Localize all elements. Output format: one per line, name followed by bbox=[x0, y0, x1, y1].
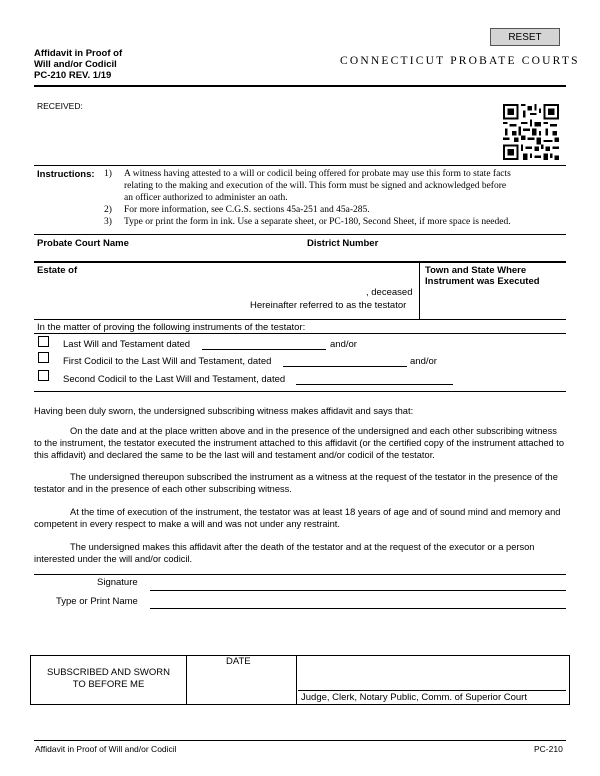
footer-form-name: Affidavit in Proof of Will and/or Codicil bbox=[35, 744, 177, 754]
form-title-line: Will and/or Codicil bbox=[34, 59, 117, 70]
instruction-number: 1) bbox=[104, 169, 112, 179]
section-divider bbox=[34, 234, 566, 235]
first-codicil-suffix: and/or bbox=[410, 356, 437, 367]
paragraph-text: On the date and at the place written above and in the presence of the undersigned and each other subscribing witness to the instrument, the testator executed the instrument attached to this affidavit (or the certified copy of the instrument attached to this affidavit) and declared the same to be the last will and testament and/or codicil of the testator. bbox=[34, 426, 565, 460]
official-label: Judge, Clerk, Notary Public, Comm. of Superior Court bbox=[301, 692, 527, 703]
reset-button[interactable]: RESET bbox=[490, 28, 560, 46]
subscribed-line: TO BEFORE ME bbox=[72, 679, 145, 690]
received-label: RECEIVED: bbox=[37, 101, 83, 111]
jurat-divider bbox=[186, 655, 187, 704]
header-divider bbox=[34, 85, 566, 87]
form-title bbox=[34, 48, 122, 81]
first-codicil-date-field[interactable] bbox=[283, 366, 407, 367]
section-divider bbox=[34, 333, 566, 334]
date-label: DATE bbox=[226, 656, 251, 667]
will-date-field[interactable] bbox=[202, 349, 326, 350]
paragraph-text: The undersigned thereupon subscribed the instrument as a witness at the request of the testator in the presence of the testator and in the presence of each other subscribing witness. bbox=[34, 472, 558, 494]
matter-label: In the matter of proving the following instruments of the testator: bbox=[37, 322, 306, 333]
instruction-line: A witness having attested to a will or codicil being offered for probate may use this form to state facts bbox=[124, 169, 511, 179]
paragraph-text: The undersigned makes this affidavit after the death of the testator and at the request of the executor or a person interested under the will and/or codicil. bbox=[34, 542, 535, 564]
section-divider bbox=[34, 261, 566, 263]
town-state-label: Town and State Where Instrument was Executed bbox=[425, 265, 540, 287]
first-codicil-checkbox[interactable] bbox=[38, 352, 49, 363]
form-number: PC-210 REV. 1/19 bbox=[34, 70, 112, 81]
instruction-text: Type or print the form in ink. Use a separate sheet, or PC-180, Second Sheet, if more space is needed. bbox=[124, 217, 511, 227]
second-codicil-label: Second Codicil to the Last Will and Testament, dated bbox=[63, 374, 286, 385]
section-divider bbox=[34, 391, 566, 392]
section-divider bbox=[34, 574, 566, 575]
second-codicil-date-field[interactable] bbox=[296, 384, 453, 385]
court-name: CONNECTICUT PROBATE COURTS bbox=[340, 55, 580, 67]
qr-code-icon bbox=[503, 104, 559, 160]
instruction-line: an officer authorized to administer an oath. bbox=[124, 193, 288, 203]
instruction-line: relating to the making and execution of the will. This form must be signed and acknowledged before bbox=[124, 181, 507, 191]
affidavit-paragraph bbox=[34, 425, 566, 461]
date-field[interactable] bbox=[188, 670, 294, 702]
will-label: Last Will and Testament dated bbox=[63, 339, 191, 350]
instruction-number: 3) bbox=[104, 217, 112, 227]
paragraph-text: At the time of execution of the instrument, the testator was at least 18 years of age and of sound mind and memory and competent in every respect to make a will and was not under any restraint. bbox=[34, 507, 561, 529]
footer-divider bbox=[34, 740, 566, 741]
official-signature-field[interactable] bbox=[298, 690, 566, 691]
affidavit-paragraph bbox=[34, 541, 566, 565]
received-divider bbox=[34, 165, 566, 166]
instruction-number: 2) bbox=[104, 205, 112, 215]
probate-court-label: Probate Court Name bbox=[37, 238, 129, 249]
instruction-text bbox=[124, 168, 511, 204]
will-checkbox[interactable] bbox=[38, 336, 49, 347]
affidavit-paragraph bbox=[34, 471, 566, 495]
signature-label: Signature bbox=[97, 577, 138, 588]
section-divider bbox=[34, 319, 566, 320]
estate-of-label: Estate of bbox=[37, 265, 78, 276]
instructions-label: Instructions: bbox=[37, 169, 95, 180]
jurat-divider bbox=[296, 655, 297, 704]
type-print-field[interactable] bbox=[150, 608, 566, 609]
instruction-item bbox=[104, 168, 566, 204]
subscribed-line: SUBSCRIBED AND SWORN bbox=[47, 667, 170, 678]
signature-field[interactable] bbox=[150, 590, 566, 591]
footer-form-number: PC-210 bbox=[534, 744, 563, 754]
testator-label: Hereinafter referred to as the testator bbox=[250, 300, 407, 311]
instruction-item bbox=[104, 204, 566, 216]
type-print-label: Type or Print Name bbox=[56, 596, 138, 607]
sworn-intro: Having been duly sworn, the undersigned subscribing witness makes affidavit and says that: bbox=[34, 406, 414, 416]
instructions-list bbox=[104, 168, 566, 228]
affidavit-paragraph bbox=[34, 506, 566, 530]
estate-divider bbox=[419, 261, 420, 319]
subscribed-label bbox=[31, 667, 186, 691]
instruction-text: For more information, see C.G.S. sections 45a-251 and 45a-285. bbox=[124, 205, 370, 215]
deceased-label: , deceased bbox=[366, 287, 413, 298]
form-title-line: Affidavit in Proof of bbox=[34, 48, 123, 59]
will-suffix: and/or bbox=[330, 339, 357, 350]
second-codicil-checkbox[interactable] bbox=[38, 370, 49, 381]
instruction-item bbox=[104, 216, 566, 228]
first-codicil-label: First Codicil to the Last Will and Testament, dated bbox=[63, 356, 272, 367]
district-number-label: District Number bbox=[307, 238, 379, 249]
